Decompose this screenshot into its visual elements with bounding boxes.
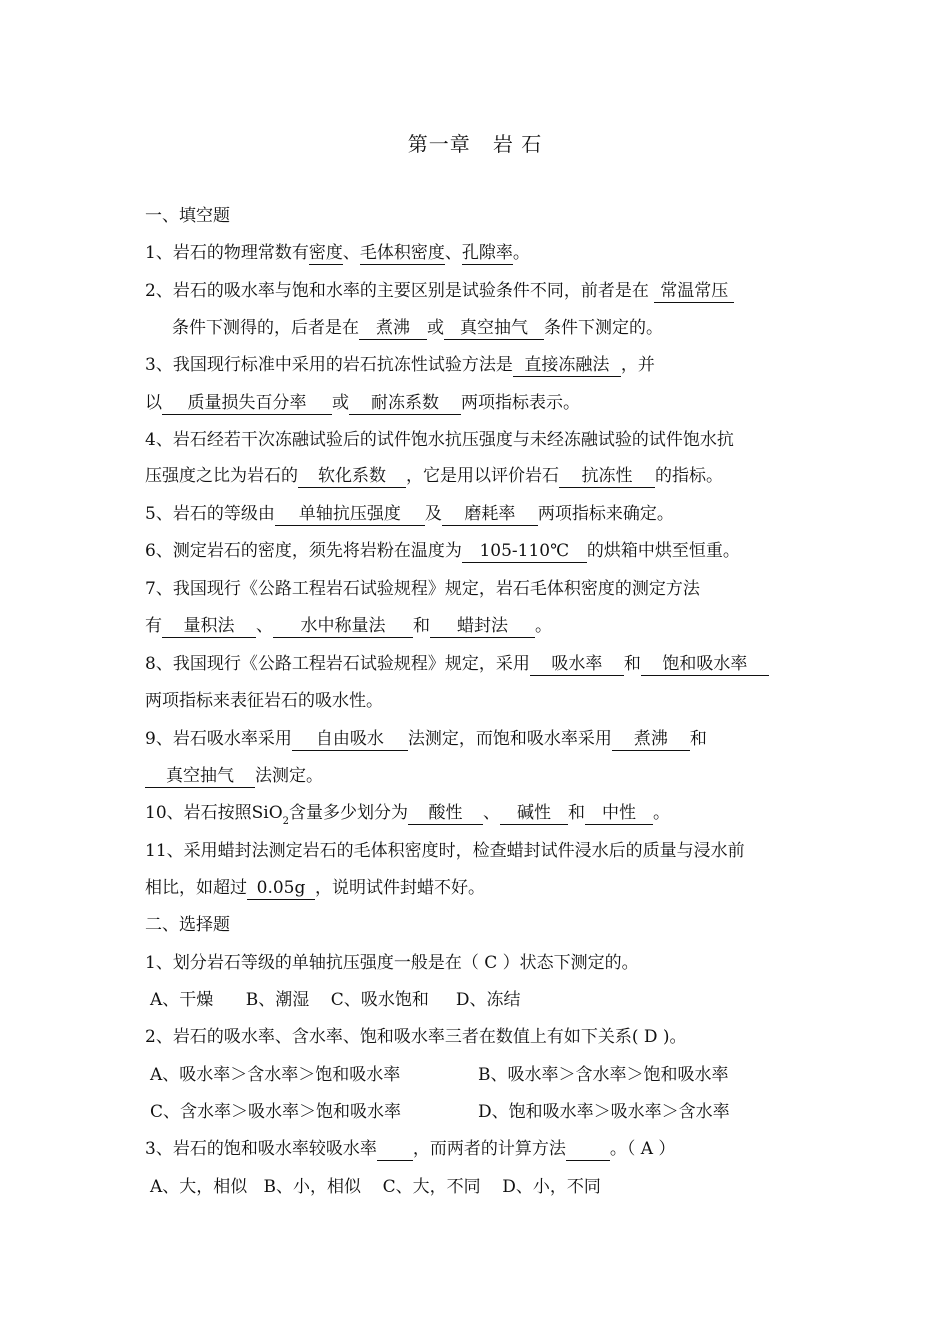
subscript: 2 xyxy=(282,816,290,827)
answer-blank: 质量损失百分率 xyxy=(162,392,332,415)
question-1: 1、岩石的物理常数有密度、毛体积密度、孔隙率。 xyxy=(145,243,530,263)
question-9-line-1: 9、岩石吸水率采用 自由吸水 法测定，而饱和吸水率采用 煮沸 和 xyxy=(145,729,707,749)
answer-blank: 中性 xyxy=(585,802,653,825)
answer-blank: 水中称量法 xyxy=(273,615,413,638)
answer-blank: 自由吸水 xyxy=(292,728,408,751)
question-4-line-1: 4、岩石经若干次冻融试验后的试件饱水抗压强度与未经冻融试验的试件饱水抗 xyxy=(145,430,734,450)
answer-blank: 量积法 xyxy=(162,615,256,638)
question-7-line-2: 有 量积法 、 水中称量法 和 蜡封法 。 xyxy=(145,616,552,636)
question-2-line-1: 2、岩石的吸水率与饱和水率的主要区别是试验条件不同，前者是在 常温常压 xyxy=(145,278,734,304)
question-5: 5、岩石的等级由 单轴抗压强度 及 磨耗率 两项指标来确定。 xyxy=(145,504,674,524)
question-6: 6、测定岩石的密度，须先将岩粉在温度为 105-110℃ 的烘箱中烘至恒重。 xyxy=(145,541,740,561)
question-7-line-1: 7、我国现行《公路工程岩石试验规程》规定，岩石毛体积密度的测定方法 xyxy=(145,579,700,599)
answer-blank: 饱和吸水率 xyxy=(641,653,769,676)
choice-question-3: 3、岩石的饱和吸水率较吸水率 ，而两者的计算方法 。（ A ） xyxy=(145,1139,676,1159)
answer-blank: 磨耗率 xyxy=(442,503,538,526)
choice-2-option-c: C、含水率＞吸水率＞饱和吸水率 xyxy=(150,1102,402,1122)
question-9-line-2: 真空抽气 法测定。 xyxy=(145,763,323,789)
answer-blank: 密度 xyxy=(308,243,343,263)
answer-blank: 煮沸 xyxy=(359,317,427,340)
section-heading-fill-blank: 一、填空题 xyxy=(145,206,230,226)
choice-question-2: 2、岩石的吸水率、含水率、饱和吸水率三者在数值上有如下关系( D )。 xyxy=(145,1027,687,1047)
answer-blank: 单轴抗压强度 xyxy=(275,503,425,526)
choice-1-options: A、干燥 B、潮湿 C、吸水饱和 D、冻结 xyxy=(150,990,521,1010)
answer-blank: 真空抽气 xyxy=(444,317,544,340)
answer-blank: 孔隙率 xyxy=(461,243,513,263)
question-4-line-2: 压强度之比为岩石的 软化系数 ，它是用以评价岩石 抗冻性 的指标。 xyxy=(145,466,723,486)
question-8-line-1: 8、我国现行《公路工程岩石试验规程》规定，采用 吸水率 和 饱和吸水率 xyxy=(145,651,769,677)
question-11-line-2: 相比，如超过 0.05g ，说明试件封蜡不好。 xyxy=(145,878,485,898)
answer-blank: 常温常压 xyxy=(654,280,734,303)
answer-blank: 耐冻系数 xyxy=(349,392,461,415)
chapter-title: 第一章 岩 石 xyxy=(407,132,543,156)
choice-3-options: A、大，相似 B、小，相似 C、大，不同 D、小，不同 xyxy=(150,1177,601,1197)
answer-blank xyxy=(566,1138,610,1161)
choice-question-1: 1、划分岩石等级的单轴抗压强度一般是在（ C ）状态下测定的。 xyxy=(145,953,639,973)
answer-blank: 抗冻性 xyxy=(559,465,655,488)
answer-blank: 真空抽气 xyxy=(145,765,255,788)
answer-blank xyxy=(377,1138,413,1161)
question-3-line-2: 以 质量损失百分率 或 耐冻系数 两项指标表示。 xyxy=(145,393,580,413)
answer-blank: 煮沸 xyxy=(612,728,690,751)
answer-blank: 软化系数 xyxy=(298,465,406,488)
choice-2-option-d: D、饱和吸水率＞吸水率＞含水率 xyxy=(478,1102,730,1122)
answer-blank: 吸水率 xyxy=(530,653,624,676)
question-10: 10、岩石按照SiO$_2$含量多少划分为 酸性 、 碱性 和 中性 。 xyxy=(145,803,671,827)
question-8-line-2: 两项指标来表征岩石的吸水性。 xyxy=(145,691,383,711)
choice-2-option-a: A、吸水率＞含水率＞饱和吸水率 xyxy=(150,1065,401,1085)
answer-blank: 105-110℃ xyxy=(462,540,587,563)
answer-blank: 碱性 xyxy=(500,802,568,825)
question-2-line-2: 条件下测得的，后者是在 煮沸 或 真空抽气 条件下测定的。 xyxy=(172,318,663,338)
answer-blank: 0.05g xyxy=(247,877,315,900)
question-3-line-1: 3、我国现行标准中采用的岩石抗冻性试验方法是 直接冻融法 ，并 xyxy=(145,355,655,375)
answer-blank: 毛体积密度 xyxy=(359,243,445,263)
answer-blank: 酸性 xyxy=(408,802,483,825)
answer-blank: 直接冻融法 xyxy=(513,354,621,377)
question-11-line-1: 11、采用蜡封法测定岩石的毛体积密度时，检查蜡封试件浸水后的质量与浸水前 xyxy=(145,841,745,861)
choice-2-option-b: B、吸水率＞含水率＞饱和吸水率 xyxy=(478,1065,729,1085)
section-heading-multiple-choice: 二、选择题 xyxy=(145,915,230,935)
answer-blank: 蜡封法 xyxy=(430,615,535,638)
